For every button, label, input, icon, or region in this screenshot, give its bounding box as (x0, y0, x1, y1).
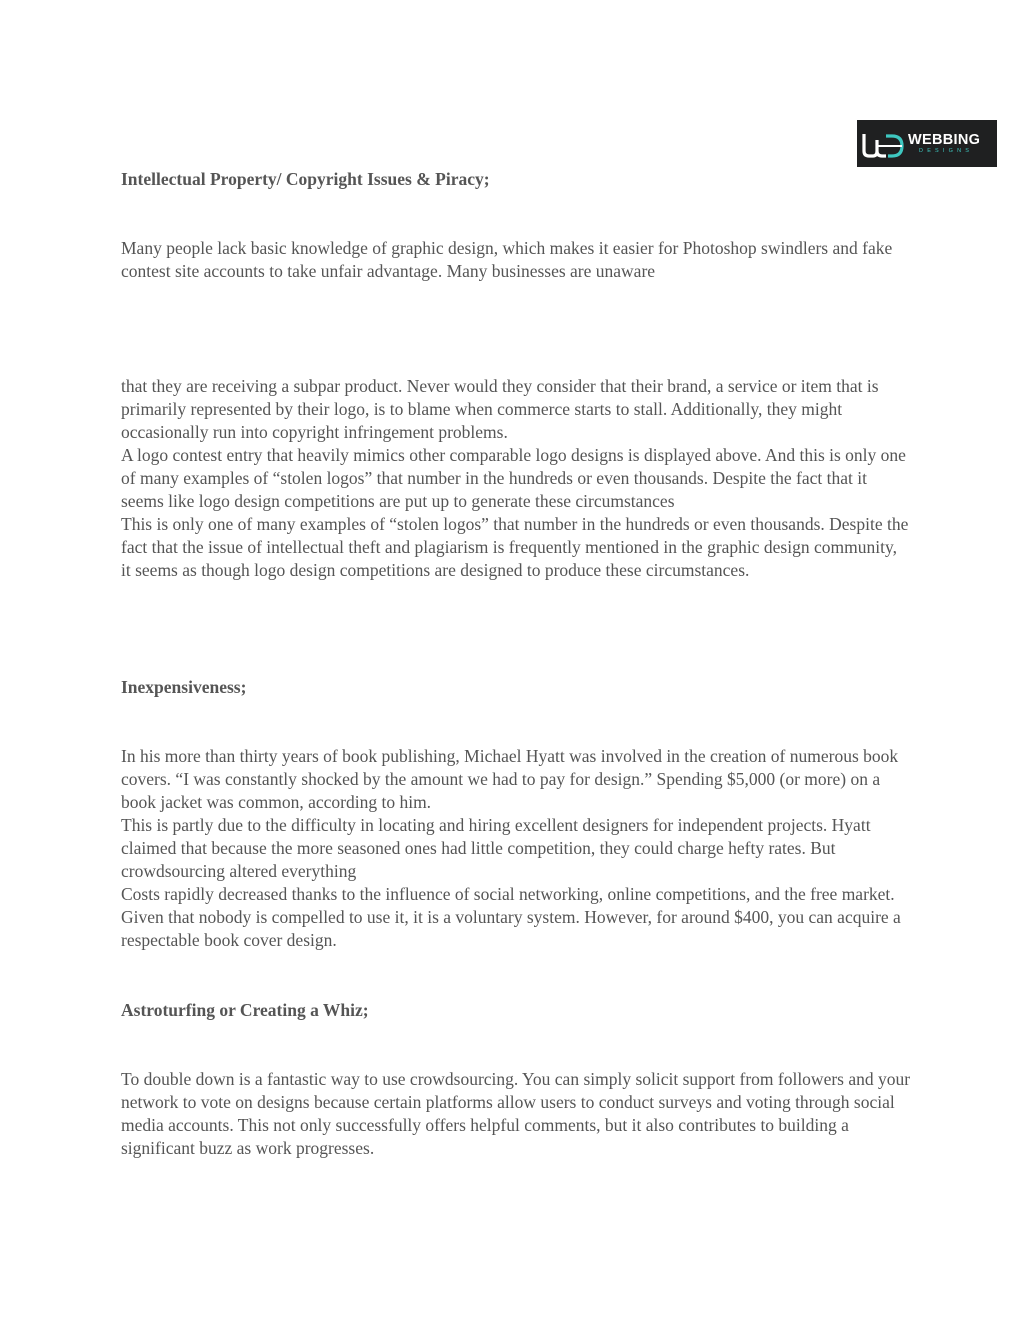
paragraph: Many people lack basic knowledge of graphic design, which makes it easier for Photoshop swindlers and fake contest site accounts to take unfair advantage. Many businesses are unaware (121, 238, 893, 281)
paragraph: A logo contest entry that heavily mimics other comparable logo designs is displayed above. And this is only one of many examples of “stolen logos” that number in the hundreds or even thousands. Despite the fact that it seems like logo design competitions are put up to generate these circumstances (121, 445, 906, 511)
section-body-intellectual-property-part1 (121, 237, 911, 283)
section-heading-astroturfing: Astroturfing or Creating a Whiz; (121, 1000, 369, 1020)
section-body-intellectual-property-part2 (121, 375, 911, 582)
wd-logo-mark-icon (862, 127, 906, 161)
section-heading-intellectual-property: Intellectual Property/ Copyright Issues & Piracy; (121, 169, 490, 189)
paragraph: that they are receiving a subpar product. Never would they consider that their brand, a service or item that is primarily represented by their logo, is to blame when commerce starts to stall. Additionally, they might occasionally run into copyright infringement problems. (121, 376, 879, 442)
paragraph: To double down is a fantastic way to use crowdsourcing. You can simply solicit support from followers and your network to vote on designs because certain platforms allow users to conduct surveys and voting through social media accounts. This not only successfully offers helpful comments, but it also contributes to building a significant buzz as work progresses. (121, 1069, 911, 1158)
section-heading-inexpensiveness: Inexpensiveness; (121, 677, 247, 697)
section-body-inexpensiveness (121, 745, 911, 952)
paragraph: In his more than thirty years of book publishing, Michael Hyatt was involved in the creation of numerous book covers. “I was constantly shocked by the amount we had to pay for design.” Spending $5,000 (or more) on a book jacket was common, according to him. (121, 746, 899, 812)
webbing-designs-logo (857, 120, 997, 167)
logo-subtitle: DESIGNS (919, 148, 974, 154)
paragraph: Costs rapidly decreased thanks to the influence of social networking, online competitions, and the free market. Given that nobody is compelled to use it, it is a voluntary system. However, for around $400, you can acquire a respectable book cover design. (121, 884, 901, 950)
paragraph: This is partly due to the difficulty in locating and hiring excellent designers for independent projects. Hyatt claimed that because the more seasoned ones had little competition, they could charge hefty rates. But crowdsourcing altered everything (121, 815, 871, 881)
logo-name: WEBBING (908, 131, 981, 148)
section-body-astroturfing (121, 1068, 911, 1160)
paragraph: This is only one of many examples of “stolen logos” that number in the hundreds or even thousands. Despite the fact that the issue of intellectual theft and plagiarism is frequently mentioned in the graphic design community, it seems as though logo design competitions are designed to produce these circumstances. (121, 514, 909, 580)
